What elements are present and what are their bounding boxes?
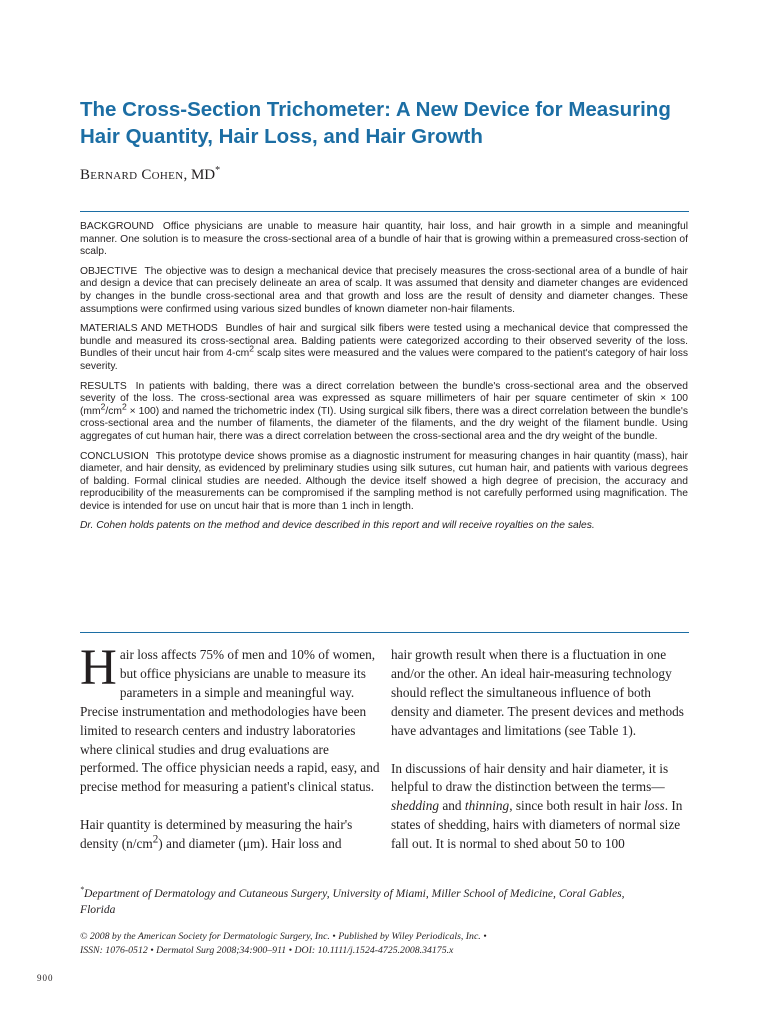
page-number: 900	[37, 973, 54, 983]
abstract-background	[80, 221, 688, 259]
abstract-text: Bundles of hair and surgical silk fibers were tested using a mechanical device that compressed the bundle and measured its cross-sectional area. Balding patients were categorized according to their observed severity of the loss. Bundles of their uncut hair from 4-cm	[80, 323, 688, 360]
paragraph-text: , since both result in hair	[509, 798, 644, 814]
body-paragraph: hair growth result when there is a fluctuation in one and/or the other. An ideal hair-measuring technology should reflect the simultaneous influence of both density and diameter. The present devices and methods have advantages and limitations (see Table 1).	[391, 647, 684, 738]
paragraph-text: In discussions of hair density and hair diameter, it is helpful to draw the distinction between the terms—	[391, 760, 669, 795]
citation-line: ISSN: 1076-0512 • Dermatol Surg 2008;34:900–911 • DOI: 10.1111/j.1524-4725.2008.34175.x	[80, 944, 454, 956]
abstract-text: /cm	[105, 405, 122, 417]
abstract-label: BACKGROUND	[80, 221, 154, 232]
paragraph-text: Hair quantity is determined by measuring the hair's density (n/cm	[80, 817, 353, 852]
author-degree: , MD	[183, 167, 216, 183]
emphasis-term: loss	[644, 798, 665, 814]
abstract-top-rule	[80, 211, 689, 212]
emphasis-term: shedding	[391, 798, 440, 814]
emphasis-term: thinning	[464, 798, 510, 814]
author-name: Bernard Cohen	[80, 167, 184, 183]
body-paragraph	[80, 816, 380, 854]
article-title: The Cross-Section Trichometer: A New Device for Measuring Hair Quantity, Hair Loss, and Hair Growth	[80, 98, 671, 148]
abstract-bottom-rule	[80, 632, 689, 633]
abstract-text: The objective was to design a mechanical device that precisely measures the cross-sectional area of a bundle of hair and design a device that can precisely delineate an area of scalp. It was assumed that density and diameter changes are evidenced by changes in the bundle cross-sectional area and that growth and loss are the result of density and diameter changes. These assumptions were confirmed using various sized bundles of known diameter non-hair filaments.	[80, 265, 688, 315]
body-column-left	[80, 640, 380, 873]
abstract-text: In patients with balding, there was a direct correlation between the bundle's cross-sectional area and the observed severity of the loss. The cross-sectional area was expressed as square millimeters of hair per square centimeter of skin × 100 (mm	[80, 380, 688, 417]
author-line	[80, 167, 220, 184]
paragraph-text: and	[439, 798, 465, 814]
abstract-text: scalp sites were measured and the values were compared to the patient's category of hair loss severity.	[80, 348, 689, 372]
affiliation-footnote	[80, 886, 640, 918]
abstract-results	[80, 381, 688, 444]
drop-cap: H	[80, 640, 117, 696]
superscript: 2	[121, 401, 127, 412]
abstract-objective	[80, 266, 688, 316]
abstract	[80, 221, 688, 540]
abstract-label: RESULTS	[80, 380, 127, 392]
paragraph-text: ) and diameter (μm). Hair loss and	[158, 836, 342, 852]
copyright-line: © 2008 by the American Society for Dermatologic Surgery, Inc. • Published by Wiley Periodicals, Inc. •	[80, 931, 487, 942]
paragraph-text: . In states of shedding, hairs with diameters of normal size fall out. It is normal to shed about 50 to 100	[391, 798, 683, 852]
abstract-label: MATERIALS AND METHODS	[80, 323, 218, 335]
abstract-conclusion	[80, 451, 688, 514]
abstract-label: OBJECTIVE	[80, 265, 138, 277]
body-paragraph	[391, 760, 691, 855]
author-affiliation-mark: *	[215, 165, 221, 176]
copyright-block	[80, 930, 640, 957]
body-paragraph	[80, 640, 380, 797]
superscript: 2	[249, 343, 255, 354]
abstract-methods	[80, 323, 688, 373]
disclosure-note: Dr. Cohen holds patents on the method and device described in this report and will receive royalties on the sales.	[80, 520, 595, 532]
superscript: 2	[100, 401, 106, 412]
abstract-text: This prototype device shows promise as a diagnostic instrument for measuring changes in hair quantity (mass), hair diameter, and hair density, as evidenced by preliminary studies using silk sutures, cut human hair, and patients with various degrees of balding. Formal clinical studies are needed. Although the device itself showed a high degree of precision, the accuracy and reproducibility of the measurements can be compromised if the sampling method is not carefully performed using magnification. The device is intended for use on uncut hair that is more than 1 inch in length.	[80, 450, 688, 512]
abstract-text: Office physicians are unable to measure hair quantity, hair loss, and hair growth in a simple and meaningful manner. One solution is to measure the cross-sectional area of a bundle of hair that is growing within a premeasured cross-section of scalp.	[80, 221, 688, 258]
footnote-text: Department of Dermatology and Cutaneous Surgery, University of Miami, Miller School of Medicine, Coral Gables, Florida	[80, 887, 625, 916]
footnote-mark: *	[80, 885, 84, 895]
superscript: 2	[152, 833, 159, 846]
paragraph-text: air loss affects 75% of men and 10% of women, but office physicians are unable to measure its parameters in a simple and meaningful way. Precise instrumentation and methodologies have been limited to research centers and industry laboratories where clinical studies and drug evaluations are performed. The office physician needs a rapid, easy, and precise method for measuring a patient's clinical status.	[80, 647, 380, 795]
abstract-label: CONCLUSION	[80, 450, 149, 462]
body-column-right	[391, 646, 691, 873]
abstract-text: × 100) and named the trichometric index (TI). Using surgical silk fibers, there was a direct correlation between the bundle's cross-sectional area and the number of filaments, the diameter of the filaments, and the dry weight of the filament bundle. Using aggregates of cut human hair, there was a direct correlation between the cross-sectional area and the dry weight of the bundle.	[80, 405, 688, 442]
